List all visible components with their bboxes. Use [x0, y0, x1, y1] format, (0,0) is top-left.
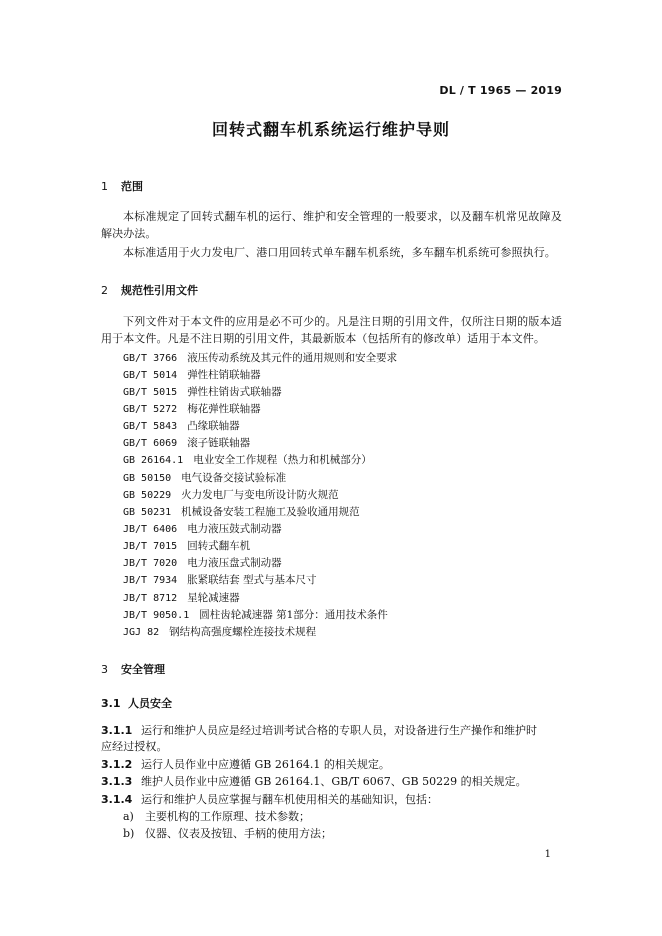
reference-code: GB/T 5272: [123, 404, 178, 415]
reference-code: GB 50231: [123, 507, 172, 518]
reference-code: JB/T 7934: [123, 575, 178, 586]
reference-item: [123, 418, 240, 433]
clause-text: 运行人员作业中应遵循 GB 26164.1 的相关规定。: [141, 758, 390, 771]
reference-item: [123, 555, 282, 570]
standard-code: DL / T 1965 — 2019: [439, 84, 562, 97]
reference-name: 胀紧联结套 型式与基本尺寸: [187, 574, 317, 586]
reference-name: 火力发电厂与变电所设计防火规范: [181, 489, 339, 501]
reference-code: GB/T 5014: [123, 370, 178, 381]
reference-code: JB/T 7020: [123, 558, 178, 569]
clause-number: 3.1.1: [101, 724, 133, 737]
reference-item: [123, 401, 261, 416]
reference-name: 圆柱齿轮减速器 第1部分：通用技术条件: [199, 609, 388, 621]
reference-item: [123, 350, 397, 365]
reference-name: 电气设备交接试验标准: [181, 472, 287, 484]
clause-text: 维护人员作业中应遵循 GB 26164.1、GB/T 6067、GB 50229 的相关规定。: [141, 775, 527, 788]
reference-name: 弹性柱销齿式联轴器: [187, 386, 282, 398]
clause-number: 3.1.2: [101, 758, 133, 771]
reference-name: 梅花弹性联轴器: [187, 403, 261, 415]
clause-3-1-1: [101, 722, 537, 738]
document-title: 回转式翻车机系统运行维护导则: [211, 120, 450, 139]
reference-item: [123, 607, 388, 622]
page-number: 1: [544, 849, 551, 860]
reference-code: JB/T 7015: [123, 541, 178, 552]
reference-item: [123, 572, 317, 587]
clause-number: 3.1.4: [101, 793, 133, 806]
list-text: 主要机构的工作原理、技术参数；: [145, 810, 310, 823]
reference-code: GB/T 5843: [123, 421, 178, 432]
section-3-heading: [101, 661, 165, 677]
section-number: 3: [101, 663, 108, 676]
reference-code: GB 50229: [123, 490, 172, 501]
reference-name: 钢结构高强度螺栓连接技术规程: [169, 626, 317, 638]
list-item-a: [123, 808, 310, 824]
list-text: 仪器、仪表及按钮、手柄的使用方法；: [145, 827, 332, 840]
reference-code: JB/T 8712: [123, 593, 178, 604]
clause-number: 3.1.3: [101, 775, 133, 788]
reference-code: JB/T 6406: [123, 524, 178, 535]
reference-item: [123, 504, 360, 519]
reference-item: [123, 435, 250, 450]
reference-code: JB/T 9050.1: [123, 610, 190, 621]
reference-item: [123, 367, 261, 382]
reference-item: [123, 384, 282, 399]
reference-name: 弹性柱销联轴器: [187, 369, 261, 381]
clause-3-1-1-continuation: 应经过授权。: [101, 740, 168, 753]
reference-code: GB 50150: [123, 473, 172, 484]
reference-code: GB/T 5015: [123, 387, 178, 398]
section-number: 2: [101, 284, 108, 297]
reference-item: [123, 487, 339, 502]
section-label: 安全管理: [121, 663, 165, 676]
section-number: 1: [101, 180, 108, 193]
section-2-heading: [101, 282, 198, 298]
reference-item: [123, 452, 372, 467]
clause-text: 运行和维护人员应掌握与翻车机使用相关的基础知识，包括：: [141, 793, 438, 806]
reference-name: 电力液压鼓式制动器: [187, 523, 282, 535]
clause-text: 运行和维护人员应是经过培训考试合格的专职人员，对设备进行生产操作和维护时: [141, 724, 537, 737]
reference-name: 液压传动系统及其元件的通用规则和安全要求: [187, 352, 398, 364]
reference-name: 回转式翻车机: [187, 540, 251, 552]
subsection-label: 人员安全: [128, 697, 172, 710]
subsection-3-1-heading: [101, 695, 172, 711]
reference-item: [123, 624, 316, 639]
list-marker: b): [123, 827, 135, 840]
clause-3-1-4: [101, 791, 438, 807]
section-label: 规范性引用文件: [121, 284, 198, 297]
reference-code: JGJ 82: [123, 627, 160, 638]
reference-name: 滚子链联轴器: [187, 437, 251, 449]
section-label: 范围: [121, 180, 143, 193]
normative-intro-paragraph: 下列文件对于本文件的应用是必不可少的。凡是注日期的引用文件，仅所注日期的版本适用于本文件。凡是不注日期的引用文件，其最新版本（包括所有的修改单）适用于本文件。: [101, 315, 562, 345]
reference-name: 星轮减速器: [187, 592, 240, 604]
reference-code: GB 26164.1: [123, 455, 184, 466]
reference-item: [123, 590, 240, 605]
reference-code: GB/T 6069: [123, 438, 178, 449]
reference-name: 电业安全工作规程（热力和机械部分）: [193, 454, 372, 466]
clause-3-1-2: [101, 756, 390, 772]
reference-name: 凸缘联轴器: [187, 420, 240, 432]
subsection-number: 3.1: [101, 697, 121, 710]
list-marker: a): [123, 810, 134, 823]
scope-paragraph-2: 本标准适用于火力发电厂、港口用回转式单车翻车机系统，多车翻车机系统可参照执行。: [123, 246, 556, 259]
reference-item: [123, 470, 286, 485]
section-1-heading: [101, 178, 143, 194]
reference-code: GB/T 3766: [123, 353, 178, 364]
list-item-b: [123, 825, 332, 841]
reference-name: 电力液压盘式制动器: [187, 557, 282, 569]
reference-item: [123, 521, 282, 536]
reference-name: 机械设备安装工程施工及验收通用规范: [181, 506, 360, 518]
reference-item: [123, 538, 250, 553]
clause-3-1-3: [101, 773, 527, 789]
scope-paragraph-1: 本标准规定了回转式翻车机的运行、维护和安全管理的一般要求，以及翻车机常见故障及解决办法。: [101, 210, 562, 240]
